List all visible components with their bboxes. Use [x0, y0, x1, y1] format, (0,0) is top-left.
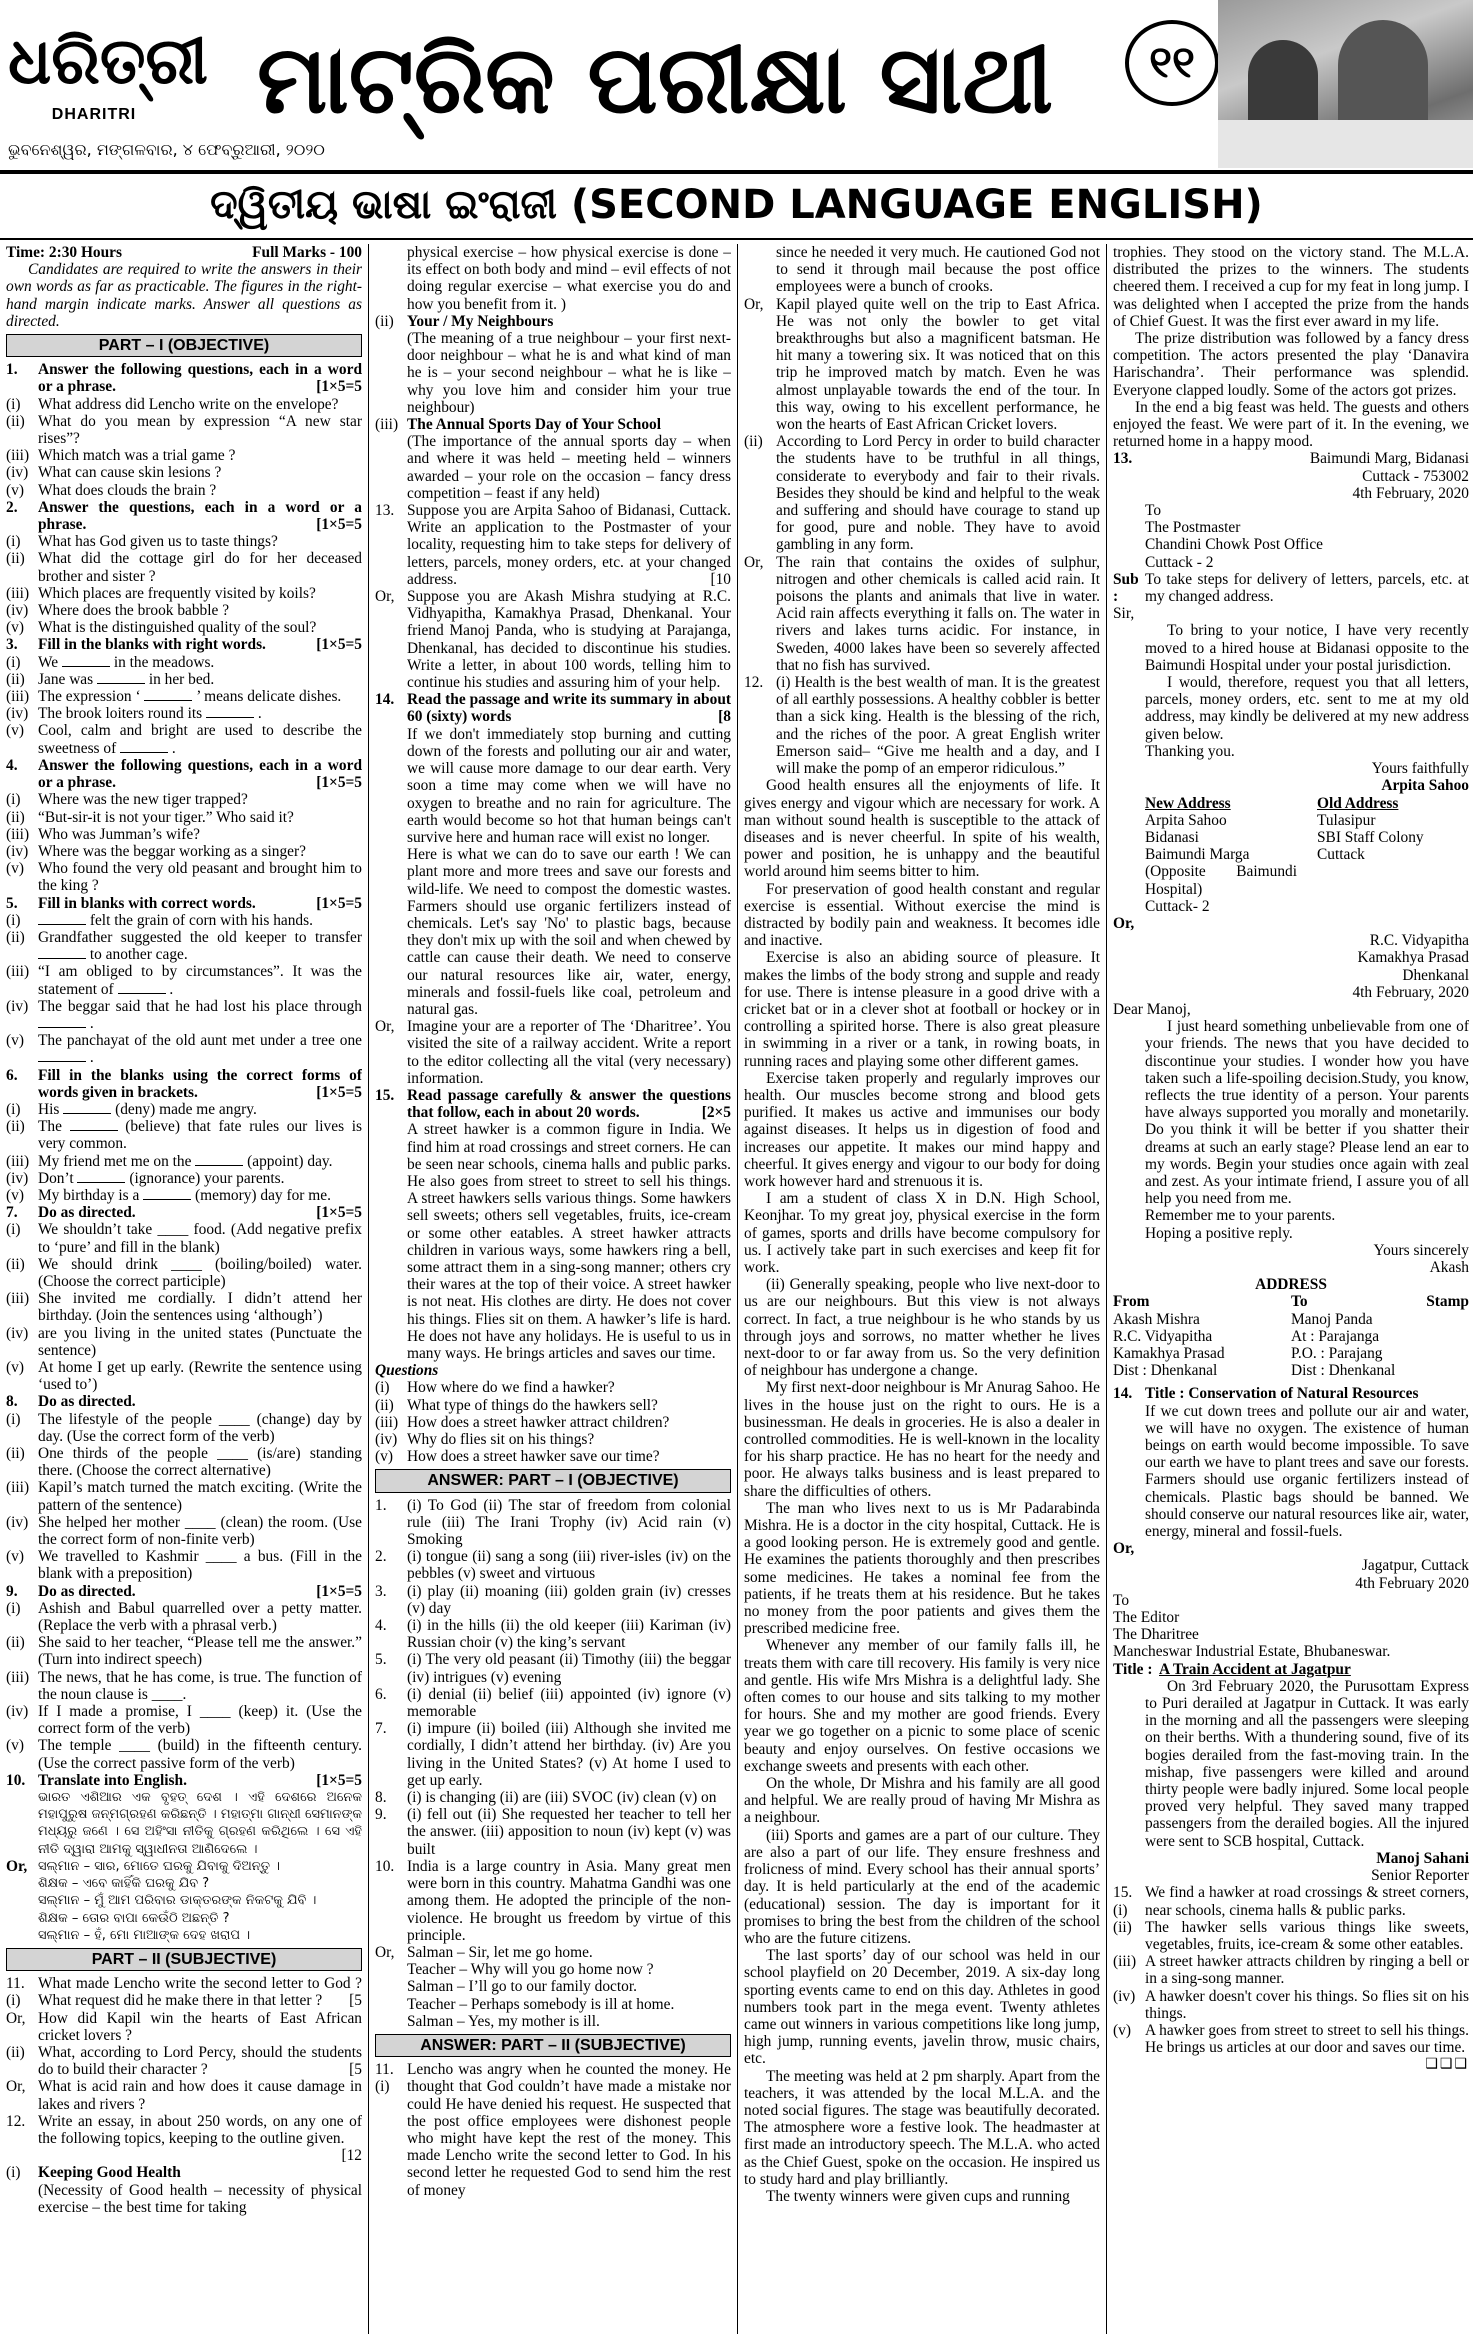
- letter2-remember: Remember me to your parents.: [1145, 1207, 1336, 1225]
- answer-14-or: Or,: [1113, 1540, 1135, 1558]
- letter-subject: Sub : To take steps for delivery of letters, parcels, etc. at my changed address.: [1113, 570, 1469, 606]
- paragraph: The meeting was held at 2 pm sharply. Apart from the teachers, it was attended by the local M.L.A. and the noted social figures. The stage was beautifully decorated. The atmosphere wore a festive look. The headmaster at first made an introductory speech. The M.L.A. who acted as the Chief Guest, spoke on the occasion. He inspired us to study hard and play brilliantly.: [744, 2067, 1100, 2188]
- q12-topic-1: (i) Keeping Good Health (Necessity of Good health – necessity of physical exercise – the best time for taking: [6, 2164, 362, 2216]
- question-11: 11.(i) What made Lencho write the second letter to God ? What request did he make there in that letter ? [5: [6, 1975, 362, 2010]
- question-13: 13. Suppose you are Arpita Sahoo of Bidanasi, Cuttack. Write an application to the Postmaster of your locality, requesting him to take steps for delivery of letters, parcels, money orders, etc. at your changed address. [10: [375, 502, 731, 588]
- question-5: 5. Fill in blanks with correct words. [1×5=5: [6, 894, 362, 912]
- column-divider: [1106, 244, 1107, 2334]
- question-item: (ii) We should drink ____ (boiling/boiled) water. (Choose the correct participle): [6, 1255, 362, 1290]
- question-item: (ii) What did the cottage girl do for her deceased brother and sister ?: [6, 550, 362, 585]
- dialogue-line: ସଲ୍ମାନ – ହଁ, ମୋ ମାଆଙ୍କ ଦେହ ଖରାପ ।: [38, 1927, 251, 1943]
- question-7: 7. Do as directed. [1×5=5: [6, 1204, 362, 1222]
- fill-blank: [143, 1187, 191, 1200]
- dialogue-line: Teacher – Why will you go home now ?: [407, 1961, 654, 1979]
- students-exam-photo: [1218, 0, 1473, 168]
- question-item: (iii) “I am obliged to by circumstances”. It was the statement of .: [6, 963, 362, 998]
- fill-blank: [118, 981, 166, 994]
- fill-blank: [63, 1101, 111, 1114]
- question-item: (v) How does a street hawker save our time?: [375, 1448, 660, 1466]
- column-1: [6, 244, 362, 2334]
- reporter-role: Senior Reporter: [1371, 1867, 1469, 1885]
- question-item: (i) Ashish and Babul quarrelled over a petty matter. (Replace the verb with a phrasal verb.): [6, 1599, 362, 1635]
- fill-blank: [62, 654, 110, 667]
- question-item: (v) What is the distinguished quality of the soul?: [6, 619, 317, 637]
- answer-part2-heading: ANSWER: PART – II (SUBJECTIVE): [375, 2034, 731, 2057]
- report-recipient: [1113, 1592, 1469, 1661]
- question-item: (ii) What do you mean by expression “A new star rises”?: [6, 412, 362, 448]
- address-line: Bidanasi: [1145, 828, 1199, 846]
- answer-item: 9. (i) fell out (ii) She requested her teacher to tell her the answer. (iii) apposition to noun (iv) kept (v) was built: [375, 1806, 731, 1858]
- answer-item: 7. (i) impure (ii) boiled (iii) Although she invited me cordially, I didn’t attend her birthday. (iv) Are you living in the United States? (v) At home I used to get up early.: [375, 1720, 731, 1789]
- envelope-address-label: ADDRESS: [1255, 1276, 1327, 1294]
- answers-15: [1113, 1884, 1469, 2056]
- letter2-hoping: Hoping a positive reply.: [1145, 1224, 1293, 1242]
- subject-header: [0, 180, 1473, 230]
- address-line: Chandini Chowk Post Office: [1145, 536, 1323, 554]
- address-line: Cuttack- 2: [1145, 897, 1210, 915]
- essay-sports-intro: (iii) Sports and games are a part of our culture. They are also a part of our life. They ensure freshness and frolicness of mind. Every school has their annual sports’ day. It is held particularly at the end of the academic (educational) session. The day is important for it promises to bring the best from the children of the school who are the future citizens.: [744, 1826, 1100, 1947]
- answer-item: 2. (i) tongue (ii) sang a song (iii) river-isles (iv) on the pebbles (v) sweet and virtuous: [375, 1548, 731, 1583]
- paragraph: The twenty winners were given cups and running: [766, 2187, 1070, 2205]
- address-line: Dist : Dhenkanal: [1113, 1362, 1218, 1380]
- question-item: (i) The lifestyle of the people ____ (change) day by day. (Use the correct form of the verb): [6, 1410, 362, 1445]
- letter2-sender-address: [1113, 932, 1469, 1001]
- question-14: 14. Read the passage and write its summary in about 60 (sixty) words [8: [375, 691, 731, 726]
- address-line: Mancheswar Industrial Estate, Bhubaneswar.: [1113, 1643, 1391, 1661]
- address-line: At : Parajanga: [1291, 1327, 1380, 1345]
- paragraph: My first next-door neighbour is Mr Anurag Sahoo. He lives in the house just on the right to ours. He is a businessman. He deals in groceries. He is also a dealer in controlled commodities. He is well-known in the locality for his sharp practice. He has no heart for the needy and poor. He always talks business and is least prepared to share the difficulties of others.: [744, 1379, 1100, 1500]
- question-item: (ii) The (believe) that fate rules our lives is very common.: [6, 1118, 362, 1153]
- dialogue-line: Teacher – Perhaps somebody is ill at home.: [407, 1995, 675, 2013]
- logo-script-text: ଧରିତ୍ରୀ: [8, 25, 208, 99]
- q14-passage: If we don't immediately stop burning and cutting down of the forests and polluting our air and water, we will cause more damage to our dear earth. Very soon a time may come when we will have no oxygen to breathe and no rain for agriculture. The earth would become so hot that human beings can't survive here and human race will exist no longer. Here is what we can do to save our earth ! We can plant more and more trees and save our forests and wild-life. We need to compost the domestic wastes. Farmers should use organic fertilizers instead of chemicals. Let's say 'No' to plastic bags, because they don't mix up with the soil and when chewed by cattle can cause their death. We need to conserve our natural resources like air, water, energy, minerals and fossil-fuels like coal, petroleum and natural gas.: [407, 725, 731, 1018]
- q4-items: [6, 791, 362, 894]
- question-item: (v) The panchayat of the old aunt met under a tree one .: [6, 1032, 362, 1067]
- q10-odia-passage: ଭାରତ ଏଶିଆର ଏକ ବୃହତ୍ ଦେଶ । ଏହି ଦେଶରେ ଅନେକ ମହାପୁରୁଷ ଜନ୍ମଗ୍ରହଣ କରିଛନ୍ତି । ମହାତ୍ମା ଗାନ୍ଧୀ ସେମାନଙ୍କ ମଧ୍ୟରୁ ଜଣେ । ସେ ଅହିଂସା ନୀତିକୁ ଗ୍ରହଣ କରିଥିଲେ । ସେ ଏହି ନୀତି ଦ୍ୱାରା ଆମକୁ ସ୍ୱାଧୀନତା ଆଣିଦେଲେ ।: [38, 1790, 362, 1857]
- question-item: (v) Cool, calm and bright are used to describe the sweetness of .: [6, 722, 362, 757]
- question-item: (iv) The beggar said that he had lost his place through .: [6, 997, 362, 1032]
- report-date: 4th February 2020: [1355, 1574, 1469, 1592]
- column-divider: [368, 244, 369, 2334]
- question-item: (iv) What can cause skin lesions ?: [6, 464, 222, 482]
- question-14-or: Or, Imagine your are a reporter of The ‘Dharitree’. You visited the site of a railway accident. Write a report to the editor collecting all the vital (very necessary) information.: [375, 1018, 731, 1087]
- paragraph: Exercise is also an abiding source of pleasure. It makes the limbs of the body strong and supple and ready for use. There is intense pleasure in a good drive with a cricket bat or in a clever shot at football or hockey or in controlling a spirited horse. There is also great pleasure in swimming in a river or a tank, in rowing boats, in running races and playing some other different games.: [744, 949, 1100, 1070]
- fill-blank: [97, 671, 145, 684]
- fill-blank: [206, 705, 254, 718]
- paragraph: Exercise taken properly and regularly improves our health. Our muscles become strong and blood gets purified. It makes us active and immunises our body against diseases. It helps us in digestion of food and increases our appetite. It makes our mind happy and cheerful. It gives energy and vigour to our body for doing work however hard and strenuous it is.: [744, 1069, 1100, 1190]
- question-item: (i) Where was the new tiger trapped?: [6, 791, 248, 809]
- answers-part1: [375, 1497, 731, 1944]
- address-line: The Editor: [1113, 1609, 1180, 1627]
- question-item: (iii) Who was Jumman’s wife?: [6, 825, 200, 843]
- answer-11-or1: Or, Kapil played quite well on the trip to East Africa. He was not only the bowler to get vital breakthroughs but also a magnificent batsman. He hit many a towering six. It was noticed that on this trip he improved match by match. Even he was almost unplayable towards the end of the tour. In this way, owing to his excellent performance, he won the hearts of East African Cricket lovers.: [744, 295, 1100, 434]
- masthead: [0, 0, 1473, 172]
- question-15: 15. Read passage carefully & answer the questions that follow, each in about 20 words. [2×5: [375, 1086, 731, 1122]
- subject-title: ଦ୍ୱିତୀୟ ଭାଷା ଇଂରାଜୀ (SECOND LANGUAGE ENGLISH): [210, 182, 1263, 228]
- letter-body-1: To bring to your notice, I have very recently moved to a hired house at Bidanasi opposite to the Baimundi Hospital under your postal jurisdiction.: [1145, 622, 1469, 674]
- question-11-or2: Or, What is acid rain and how does it cause damage in lakes and rivers ?: [6, 2078, 362, 2113]
- answer-13-or: Or,: [1113, 914, 1135, 932]
- question-item: (iv) Don’t (ignorance) your parents.: [6, 1169, 285, 1187]
- question-item: (iv) The brook loiters round its .: [6, 705, 262, 723]
- question-12: 12. Write an essay, in about 250 words, on any one of the following topics, keeping to the outline given. [12: [6, 2112, 362, 2165]
- report-body: On 3rd February 2020, the Purusottam Express to Puri derailed at Jagatpur in Cuttack. It was early in the morning and all the passengers were sleeping on their berths. With a thundering sound, five of its bogies derailed from the fast-moving train. In the mishap, five passengers were killed and around thirty people were badly injured. Some local people proved very helpful. They saved many trapped passengers from the derailed bogies. All the injured were sent to SCB hospital, Cuttack.: [1145, 1677, 1469, 1850]
- question-item: (ii) Grandfather suggested the old keeper to transfer to another cage.: [6, 928, 362, 964]
- paragraph: The last sports’ day of our school was held in our school playfield on 20 December, 2019. A six-day long sporting events came to end on this day. Athletes in good numbers took part in the mega event. Twenty athletes came out winners in various competitions like long jump, high jump, running events, javelin throw, music chairs, etc.: [744, 1947, 1100, 2068]
- questions-label: Questions: [375, 1362, 439, 1380]
- question-item: (i) We in the meadows.: [6, 653, 215, 671]
- question-item: (ii) She said to her teacher, “Please tell me the answer.” (Turn into indirect speech): [6, 1634, 362, 1669]
- column-3: [744, 244, 1100, 2334]
- answer-item: 10. India is a large country in Asia. Many great men were born in this country. Mahatma Gandhi was one among them. He adopted the principle of the non-violence. He brought us freedom by virtue of this principle.: [375, 1857, 731, 1944]
- fill-blank: [77, 1170, 125, 1183]
- address-line: Cuttack: [1317, 846, 1365, 864]
- question-item: (iii) My friend met me on the (appoint) day.: [6, 1152, 333, 1170]
- question-item: (i) What has God given us to taste things?: [6, 533, 278, 551]
- question-3: 3. Fill in the blanks with right words. [1×5=5: [6, 636, 362, 654]
- question-item: (iv) If I made a promise, I ____ (keep) it. (Use the correct form of the verb): [6, 1703, 362, 1738]
- part1-heading: PART – I (OBJECTIVE): [6, 334, 362, 357]
- question-item: (iv) Where does the brook babble ?: [6, 602, 230, 620]
- q12-topic-1-cont: physical exercise – how physical exercise is done – its effect on both body and mind – evil effects of not doing regular exercise – what exercise you do and how you benefit from it. ): [407, 244, 731, 313]
- q5-items: [6, 912, 362, 1067]
- reporter-name: Manoj Sahani: [1376, 1849, 1469, 1867]
- letter-recipient: To The Postmaster Chandini Chowk Post Office Cuttack - 2: [1145, 502, 1469, 571]
- q9-items: [6, 1600, 362, 1772]
- dialogue-line: ସଲ୍ମାନ – ସାର, ମୋତେ ଘରକୁ ଯିବାକୁ ଦିଅନ୍ତୁ ।: [38, 1858, 281, 1874]
- question-item: (ii) Jane was in her bed.: [6, 670, 215, 688]
- q2-items: [6, 533, 362, 636]
- answer-14: 14. Title : Conservation of Natural Resources If we cut down trees and pollute our air and water, we will have no oxygen. The existence of human beings on earth would become impossible. To save our earth we have to plant trees and save our forests. Farmers should use organic fertilizers instead of chemicals. Plastic bags should be banned. We should conserve our natural resources like air, water, energy, mineral and fossil-fuels.: [1113, 1385, 1469, 1541]
- address-line: Manoj Panda: [1291, 1310, 1373, 1328]
- question-item: (ii) What type of things do the hawkers sell?: [375, 1396, 658, 1414]
- question-item: (i) felt the grain of corn with his hands.: [6, 911, 313, 929]
- answer-item: 15.(i) We find a hawker at road crossings & street corners, near schools, cinema halls & public parks.: [1113, 1884, 1469, 1919]
- question-9: 9. Do as directed. [1×5=5: [6, 1582, 362, 1600]
- question-item: (iii) The news, that he has come, is true. The function of the noun clause is ____.: [6, 1668, 362, 1703]
- question-4: 4. Answer the following questions, each in a word or a phrase. [1×5=5: [6, 756, 362, 792]
- letter2-salutation: Dear Manoj,: [1113, 1000, 1191, 1018]
- essay-sports-cont: trophies. They stood on the victory stand. The M.L.A. distributed the prizes to the winners. The students cheered them. I received a cup for my feat in long jump. I was delighted when I accepted the prize from the hands of Chief Guest. It was the first ever award in my life.: [1113, 244, 1469, 330]
- dialogue-line: ଶିକ୍ଷକ – ତୋର ବାପା କେଉଁଠି ଅଛନ୍ତି ?: [38, 1910, 230, 1926]
- fill-blank: [38, 946, 86, 959]
- question-item: (v) The temple ____ (build) in the fifteenth century. (Use the correct passive form of the verb): [6, 1737, 362, 1772]
- paragraph: The man who lives next to us is Mr Padarabinda Mishra. He is a doctor in the city hospital, Cuttack. He is a good looking person. He is extremely good and gentle. He examines the patients thoroughly and then prescribes some medicines. He takes a nominal fee from the patients, if he treats them at his residence. But he takes no money from the poor patients and gives them the prescribed medicine free.: [744, 1499, 1100, 1638]
- question-item: (iii) The expression ‘ ’ means delicate dishes.: [6, 688, 342, 706]
- question-6: 6. Fill in the blanks using the correct forms of words given in brackets. [1×5=5: [6, 1066, 362, 1101]
- paragraph: In the end a big feast was held. The guests and others enjoyed the feast. We were part of it. In the evening, we returned home in a happy mood.: [1113, 398, 1469, 451]
- letter-salutation: Sir,: [1113, 605, 1135, 623]
- address-line: Kamakhya Prasad: [1357, 949, 1469, 967]
- answer-item: 5. (i) The very old peasant (ii) Timothy (iii) the beggar (iv) intrigues (v) evening: [375, 1651, 731, 1686]
- answer-item: 8. (i) is changing (ii) are (iii) SVOC (iv) clean (v) on: [375, 1789, 717, 1807]
- q3-items: [6, 654, 362, 757]
- exam-time: Time: 2:30 Hours: [6, 244, 122, 261]
- dialogue-line: ସଲ୍ମାନ – ମୁଁ ଆମ ପରିବାର ଡାକ୍ତରଙ୍କ ନିକଟକୁ ଯିବି ।: [38, 1893, 317, 1909]
- essay-sports-end: [1113, 330, 1469, 450]
- answer-11-ii: (ii) According to Lord Percy in order to build character the students have to be truthful in all things, considerate to everybody and fair to their rivals. Besides they should be kind and helpful to the weak and suffering and should have courage to stand up for good, pure and noble. They have to avoid gambling in any form.: [744, 433, 1100, 554]
- q15-passage: A street hawker is a common figure in India. We find him at road crossings and street corners. He can be seen near schools, cinema halls and public parks. He also goes from street to street to sell his things. A street hawkers sells various things. Some hawkers sell sweets; others sell vegetables, fruits, ice-cream or some other eatables. A street hawker attracts children in various ways, some hawkers ring a bell, some attract them in a sing-song manner; others cry their wares at the top of their voice. A street hawker is not neat. His clothes are dirty. He does not cover his things. Flies sit on them. A hawker’s life is hard. He does not have any holidays. He is useful to us in many ways. He brings articles and saves our time.: [407, 1121, 731, 1362]
- question-11-or1: Or, How did Kapil win the hearts of East African cricket lovers ?: [6, 2009, 362, 2044]
- address-line: Akash Mishra: [1113, 1310, 1200, 1328]
- q8-items: [6, 1411, 362, 1583]
- q10-or: Or, ସଲ୍ମାନ – ସାର, ମୋତେ ଘରକୁ ଯିବାକୁ ଦିଅନ୍ତୁ । ଶିକ୍ଷକ – ଏବେ କାହିଁକି ଘରକୁ ଯିବ ? ସଲ୍ମାନ – ମୁଁ ଆମ ପରିବାର ଡାକ୍ତରଙ୍କ ନିକଟକୁ ଯିବି । ଶିକ୍ଷକ – ତୋର ବାପା କେଉଁଠି ଅଛନ୍ତି ? ସଲ୍ମାନ – ହଁ, ମୋ ମାଆଙ୍କ ଦେହ ଖରାପ ।: [6, 1858, 362, 1944]
- question-item: (v) We travelled to Kashmir ____ a bus. (Fill in the blank with a preposition): [6, 1548, 362, 1583]
- letter-signature: Arpita Sahoo: [1381, 777, 1469, 795]
- essay-health: [744, 777, 1100, 1276]
- logo-latin-text: DHARITRI: [51, 106, 137, 123]
- fill-blank: [70, 1118, 118, 1131]
- answer-item: (ii) The hawker sells various things like sweets, vegetables, fruits, ice-cream & some other eatables.: [1113, 1918, 1469, 1953]
- question-item: (iv) She helped her mother ____ (clean) the room. (Use the correct form of non-finite verb): [6, 1513, 362, 1549]
- address-line: The Postmaster: [1145, 519, 1241, 537]
- answer-11-or2: Or, The rain that contains the oxides of sulphur, nitrogen and other chemicals is called acid rain. It poisons the plants and animals that live in water. Acid rain affects everything it falls on. The water in rivers and lakes turns acidic. For instance, in Sweden, 4000 lakes have been so severely affected that no fish has survived.: [744, 553, 1100, 674]
- address-line: R.C. Vidyapitha: [1113, 1327, 1213, 1345]
- fill-blank: [144, 688, 192, 701]
- answer-11: 11.(i) Lencho was angry when he counted the money. He thought that God couldn’t have made a mistake nor could He have denied his request. He suspected that the post office employees were dishonest people who might have kept the rest of the money. This made Lencho write the second letter to God. In his second letter he requested God to send him the rest of money: [375, 2061, 731, 2199]
- answer-item: 3. (i) play (ii) moaning (iii) golden grain (iv) cresses (v) day: [375, 1582, 731, 1617]
- paragraph: On the whole, Dr Mishra and his family are all good and helpful. We are really proud of having Mr Mishra as a neighbour.: [744, 1775, 1100, 1827]
- question-item: (v) Who found the very old peasant and brought him to the king ?: [6, 860, 362, 895]
- answer-item: (iii) A street hawker attracts children by ringing a bell or in a sing-song manner.: [1113, 1953, 1469, 1988]
- address-line: The Dharitree: [1113, 1626, 1199, 1644]
- exam-header: [6, 244, 362, 261]
- question-item: (i) We shouldn’t take ____ food. (Add negative prefix to ‘pure’ and fill in the blank): [6, 1221, 362, 1256]
- answer-part1-heading: ANSWER: PART – I (OBJECTIVE): [375, 1469, 731, 1492]
- question-item: (ii) “But-sir-it is not your tiger.” Who said it?: [6, 808, 294, 826]
- paragraph: The prize distribution was followed by a fancy dress competition. The actors presented the play ‘Danavira Harischandra’. Their performance was splendid. Everyone clapped loudly. Some of the actors got prizes.: [1113, 330, 1469, 399]
- letter2-signature: Akash: [1429, 1258, 1469, 1276]
- essay-neighbours-intro: (ii) Generally speaking, people who live next-door to us are our neighbours. But this view is not always correct. In fact, a true neighbour is he who stands by us through joys and sorrows, no matter whether he lives next-door to or far away from us. So the very definition of neighbour has undergone a change.: [744, 1276, 1100, 1380]
- page-title: ମାଟ୍ରିକ ପରୀକ୍ଷା ସାଥୀ: [256, 26, 1054, 135]
- dialogue-line: Salman – Sir, let me go home.: [407, 1943, 593, 1961]
- question-1: 1. Answer the following questions, each in a word or a phrase. [1×5=5: [6, 361, 362, 396]
- question-11-ii: (ii) What, according to Lord Percy, should the students do to build their character ? [5: [6, 2043, 362, 2079]
- paragraph: Whenever any member of our family falls ill, he treats them with care till recovery. His family is very nice and gentle. His wife Mrs Mishra is a delightful lady. She often comes to our house and sits talking to my mother for hours. She and my mother are good friends. Every year we go together on a picnic to some place of scenic beauty and enjoy ourselves. On festive occasions we exchange sweets and presents with each other.: [744, 1637, 1100, 1775]
- question-13-or: Or, Suppose you are Akash Mishra studying at R.C. Vidhyapitha, Kamakhya Prasad, Dhenkanal. Your friend Manoj Panda, who is studying at Parajanga, Dhenkanal, has decided to discontinue his studies. Write a letter, in about 100 words, telling him to continue his studies and assuring him of your help.: [375, 588, 731, 692]
- address-line: (Opposite Baimundi Hospital): [1145, 863, 1297, 898]
- subject-rule: [0, 238, 1473, 240]
- address-line: 4th February, 2020: [1352, 983, 1469, 1001]
- fill-blank: [120, 740, 168, 753]
- paragraph: For preservation of good health constant and regular exercise is essential. Without exercise the mind is distracted by bodily pain and weakness. It becomes idle and inactive.: [744, 880, 1100, 950]
- answer-11-cont: since he needed it very much. He cautioned God not to send it through mail because the post office employees were a bunch of crooks.: [776, 244, 1100, 296]
- address-line: To: [1113, 1591, 1130, 1609]
- address-line: Kamakhya Prasad: [1113, 1345, 1225, 1362]
- question-item: (iv) Why do flies sit on his things?: [375, 1431, 595, 1449]
- question-item: (v) At home I get up early. (Rewrite the sentence using ‘used to’): [6, 1359, 362, 1394]
- letter2-body: I just heard something unbelievable from one of your friends. The news that you have decided to discontinue your studies. I wonder how you have taken such a life-spoiling decision.Study, you know, reflects the true identity of a person. Your parents have always supported you morally and monetarily. Do you think it will be better if you shatter their dreams at such an early stage? Please lend an ear to my words. Begin your studies once again with zeal and zest. As your intimate friend, I assure you of all help you need from me.: [1145, 1018, 1469, 1208]
- fill-blank: [38, 1049, 86, 1062]
- question-item: (iii) Which places are frequently visited by koils?: [6, 584, 316, 602]
- part2-heading: PART – II (SUBJECTIVE): [6, 1948, 362, 1971]
- q7-items: [6, 1221, 362, 1393]
- address-line: Tulasipur: [1317, 811, 1376, 829]
- report-place: Jagatpur, Cuttack: [1361, 1557, 1469, 1575]
- column-2: [375, 244, 731, 2334]
- question-item: (i) How where do we find a hawker?: [375, 1379, 615, 1397]
- letter-closing: Yours faithfully: [1371, 760, 1469, 778]
- address-line: Baimundi Marga: [1145, 846, 1250, 864]
- fill-blank: [38, 912, 86, 925]
- answer-item: 1. (i) To God (ii) The star of freedom from colonial rule (iii) The Irani Trophy (iv) Acid rain (v) Smoking: [375, 1496, 731, 1549]
- question-2: 2. Answer the questions, each in a word or a phrase. [1×5=5: [6, 498, 362, 534]
- envelope-addresses: From Akash Mishra R.C. Vidyapitha Kamakhya Prasad Dist : Dhenkanal To Stamp Manoj Panda At : Parajanga P.O. : Parajang Dist : Dhenkanal: [1113, 1293, 1469, 1380]
- question-item: (iii) Which match was a trial game ?: [6, 447, 236, 465]
- q12-topic-3: (iii) The Annual Sports Day of Your School (The importance of the annual sports day – when and where it was held – meeting held – winners awarded – your role on the occasion – fancy dress competition – feast if any held): [375, 416, 731, 502]
- exam-marks: Full Marks - 100: [252, 244, 362, 261]
- report-title: Title : A Train Accident at Jagatpur: [1113, 1660, 1351, 1678]
- answer-13: 13. Baimundi Marg, Bidanasi Cuttack - 753002 4th February, 2020: [1113, 450, 1469, 502]
- address-line: Arpita Sahoo: [1145, 811, 1227, 829]
- question-item: (i) What address did Lencho write on the envelope?: [6, 395, 339, 413]
- dialogue-line: Salman – Yes, my mother is ill.: [407, 2012, 600, 2030]
- essay-neighbours: [744, 1379, 1100, 1826]
- column-4: [1113, 244, 1469, 2334]
- q12-topic-2: (ii) Your / My Neighbours (The meaning of a true neighbour – your first next-door neighbour – what he is and what kind of man he is – your second neighbour – what he is like – why you love him and consider him your true neighbour): [375, 312, 731, 416]
- fill-blank: [195, 1153, 243, 1166]
- dialogue-line: Salman – I’ll go to our family doctor.: [407, 1978, 637, 1996]
- paragraph: Good health ensures all the enjoyments of life. It gives energy and vigour which are necessary for work. A man without sound health is susceptible to the attack of diseases and is never cheerful. In spite of his wealth, power and position, he is unhappy and the beautiful world around him seems bitter to him.: [744, 777, 1100, 881]
- question-10: 10. Translate into English. [1×5=5: [6, 1771, 362, 1789]
- answer-item: (iv) A hawker doesn't cover his things. So flies sit on his things.: [1113, 1987, 1469, 2022]
- address-line: Cuttack - 2: [1145, 553, 1214, 571]
- instructions: Candidates are required to write the answers in their own words as far as practicable. The figures in the right-hand margin indicate marks. Answer all questions as directed.: [6, 261, 362, 330]
- end-mark: ❑❑❑: [1425, 2057, 1469, 2073]
- paragraph: I am a student of class X in D.N. High School, Keonjhar. To my great joy, physical exercise in the form of games, sports and drills have become compulsory for us. I actively take part in such exercises and keep fit for work.: [744, 1190, 1100, 1276]
- address-line: P.O. : Parajang: [1291, 1345, 1383, 1362]
- answer-12: 12. (i) Health is the best wealth of man. It is the greatest of all earthly possessions. A healthy cobbler is better than a sick king. Health is the blessing of the rich, and the riches of the poor. A great English writer Emerson said– “Give me health and a day, and I will make the pomp of an emperor ridiculous.”: [744, 674, 1100, 778]
- question-item: (v) What does clouds the brain ?: [6, 481, 217, 499]
- question-item: (iii) How does a street hawker attract children?: [375, 1413, 670, 1431]
- question-item: (iii) Kapil’s match turned the match exciting. (Write the pattern of the sentence): [6, 1479, 362, 1514]
- fill-blank: [38, 1015, 86, 1028]
- address-line: Dist : Dhenkanal: [1291, 1362, 1396, 1380]
- column-divider: [737, 244, 738, 2334]
- letter-thanks: Thanking you.: [1145, 742, 1235, 760]
- address-line: R.C. Vidyapitha: [1369, 932, 1469, 950]
- page-number: ୧୧: [1125, 20, 1219, 106]
- issue-date: ଭୁବନେଶ୍ୱର, ମଙ୍ଗଳବାର, ୪ ଫେବ୍ରୁଆରୀ, ୨୦୨୦: [8, 140, 325, 159]
- letter-body-2: I would, therefore, request you that all letters, parcels, money orders, etc. sent to me at my old address, may kindly be delivered at my new address given below.: [1145, 674, 1469, 743]
- letter2-closing: Yours sincerely: [1373, 1241, 1469, 1259]
- question-item: (v) My birthday is a (memory) day for me.: [6, 1186, 331, 1204]
- q1-items: [6, 396, 362, 499]
- dialogue-line: ଶିକ୍ଷକ – ଏବେ କାହିଁକି ଘରକୁ ଯିବ ?: [38, 1876, 210, 1892]
- question-item: (iii) She invited me cordially. I didn’t attend her birthday. (Join the sentences using ‘although’): [6, 1290, 362, 1325]
- question-item: (iv) Where was the beggar working as a singer?: [6, 842, 306, 860]
- question-item: (i) His (deny) made me angry.: [6, 1100, 257, 1118]
- address-line: Dhenkanal: [1402, 966, 1469, 984]
- essay-sports: [744, 1947, 1100, 2205]
- answer-item: 4. (i) in the hills (ii) the old keeper (iii) Kariman (iv) Russian choir (v) the king’s servant: [375, 1617, 731, 1652]
- question-item: (ii) One thirds of the people ____ (is/are) standing there. (Choose the correct alternative): [6, 1445, 362, 1480]
- question-8: 8. Do as directed.: [6, 1393, 136, 1411]
- q15-questions: [375, 1379, 731, 1465]
- address-line: SBI Staff Colony: [1317, 828, 1424, 846]
- q6-items: [6, 1101, 362, 1204]
- address-table: New Address Arpita Sahoo Bidanasi Baimundi Marga (Opposite Baimundi Hospital) Cuttack- 2 Old Address Tulasipur SBI Staff Colony Cuttack: [1145, 795, 1469, 915]
- question-item: (iv) are you living in the united states (Punctuate the sentence): [6, 1324, 362, 1359]
- masthead-rule: [0, 170, 1473, 174]
- answer-item: 6. (i) denial (ii) belief (iii) appointed (iv) ignore (v) memorable: [375, 1685, 731, 1721]
- answer-item: (v) A hawker goes from street to street to sell his things. He brings us articles at our door and saves our time.: [1113, 2021, 1469, 2057]
- answer-10-or: Or, Salman – Sir, let me go home. Teacher – Why will you go home now ? Salman – I’ll go to our family doctor. Teacher – Perhaps somebody is ill at home. Salman – Yes, my mother is ill.: [375, 1944, 731, 2030]
